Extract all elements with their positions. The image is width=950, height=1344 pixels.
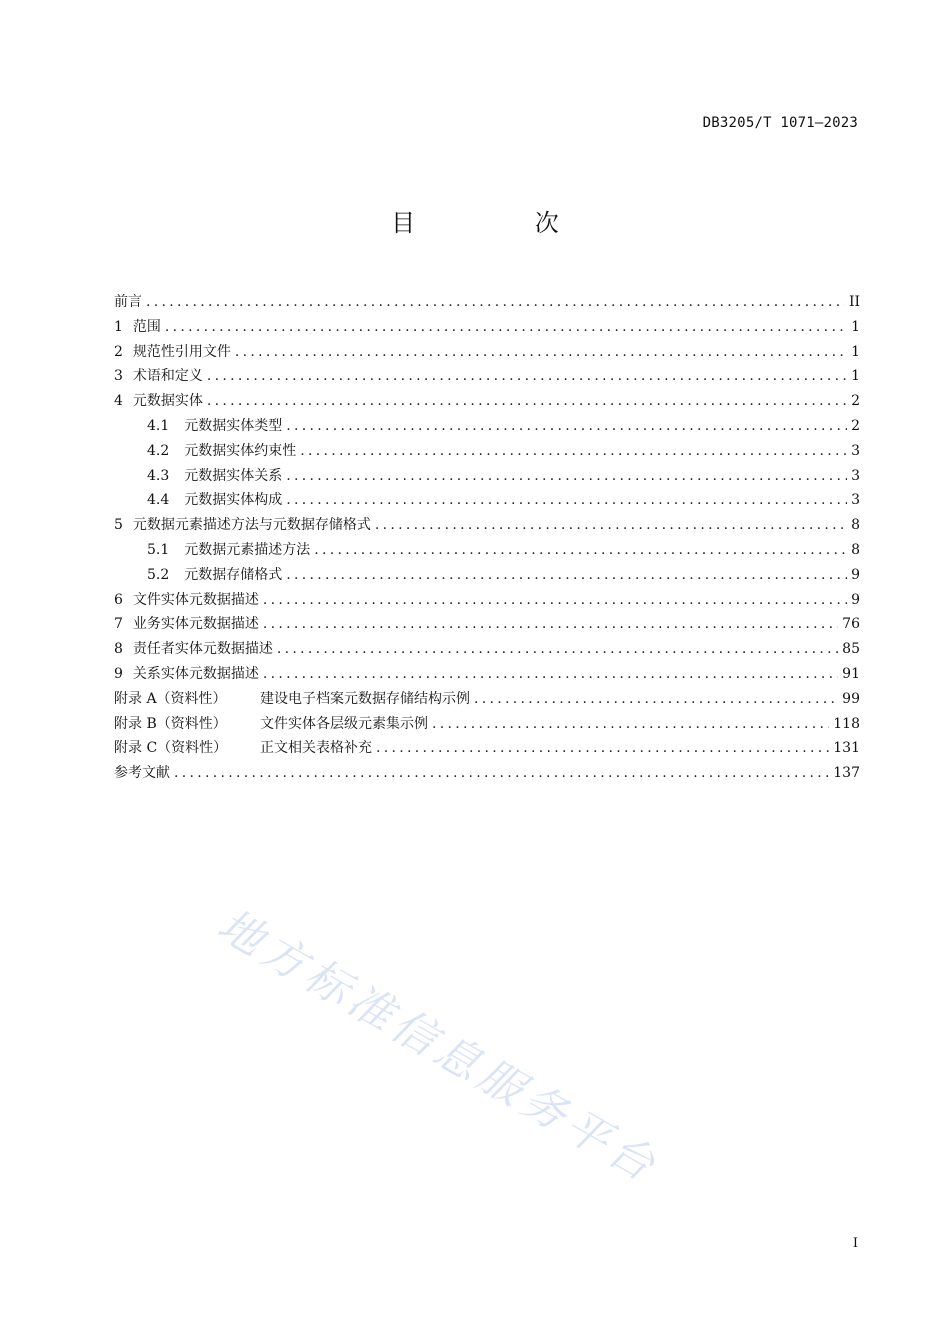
toc-entry-5-2[interactable] [114,563,860,588]
toc-leader-dots [207,364,847,389]
toc-entry-text: 建设电子档案元数据存储结构示例 [260,690,470,707]
toc-entry-4[interactable] [114,389,860,414]
toc-page-number: 8 [851,517,860,534]
toc-page-number: 1 [851,343,860,360]
toc-entry-1[interactable] [114,315,860,340]
toc-entry-4-1[interactable] [114,414,860,439]
toc-page-number: 131 [833,740,860,757]
toc-page-number: 1 [851,368,860,385]
toc-entry-text: 文件实体元数据描述 [132,591,259,608]
document-code: DB3205/T 1071—2023 [702,115,858,131]
toc-page-number: 99 [842,690,860,707]
toc-appendix-label: 附录 B（资料性） [114,715,227,732]
toc-leader-dots [174,761,829,786]
toc-page-number: 9 [851,591,860,608]
toc-page-number: 137 [833,765,860,782]
toc-entry-4-4[interactable] [114,488,860,513]
toc-entry-text: 规范性引用文件 [132,343,231,360]
toc-page-number: 3 [851,442,860,459]
toc-entry-4-2[interactable] [114,439,860,464]
toc-leader-dots [207,389,847,414]
toc-leader-dots [263,612,838,637]
toc-entry-text: 文件实体各层级元素集示例 [260,715,428,732]
toc-entry-number: 6 [114,591,123,608]
toc-page-number: 91 [842,665,860,682]
toc-leader-dots [277,637,838,662]
toc-entry-4-3[interactable] [114,464,860,489]
toc-entry-number: 4.1 [147,417,170,434]
toc-entry-8[interactable] [114,637,860,662]
toc-leader-dots [263,588,847,613]
page-number: I [852,1236,858,1251]
toc-entry-appendix-b[interactable] [114,712,860,737]
toc-page-number: 8 [851,541,860,558]
toc-page-number: 118 [833,715,860,732]
toc-appendix-label: 附录 C（资料性） [114,740,228,757]
page-title: 目 次 [391,209,615,237]
toc-entry-text: 术语和定义 [132,368,203,385]
toc-leader-dots [286,563,847,588]
toc-leader-dots [235,340,847,365]
toc-entry-5-1[interactable] [114,538,860,563]
toc-entry-text: 元数据实体 [132,393,203,410]
toc-leader-dots [300,439,847,464]
toc-page-number: 85 [842,641,860,658]
toc-page-number: 9 [851,566,860,583]
toc-entry-text: 元数据实体约束性 [184,442,297,459]
toc-entry-text: 元数据实体构成 [184,492,283,509]
toc-entry-number: 4.3 [147,467,170,484]
toc-entry-text: 元数据存储格式 [184,566,283,583]
toc-leader-dots [263,662,838,687]
toc-entry-number: 5.1 [147,541,170,558]
toc-appendix-label: 附录 A（资料性） [114,690,227,707]
table-of-contents [114,290,860,786]
toc-page-number: 3 [851,467,860,484]
toc-entry-9[interactable] [114,662,860,687]
toc-entry-number: 5 [114,517,123,534]
toc-entry-7[interactable] [114,612,860,637]
toc-entry-text: 范围 [132,318,161,335]
toc-entry-number: 4.4 [147,492,170,509]
toc-page-number: 3 [851,492,860,509]
toc-entry-text: 元数据实体关系 [184,467,283,484]
toc-entry-2[interactable] [114,340,860,365]
toc-entry-text: 正文相关表格补充 [260,740,372,757]
toc-entry-text: 元数据元素描述方法与元数据存储格式 [132,517,371,534]
toc-entry-appendix-c[interactable] [114,736,860,761]
toc-entry-number: 7 [114,616,123,633]
toc-leader-dots [165,315,847,340]
toc-entry-text: 元数据实体类型 [184,417,283,434]
toc-entry-number: 3 [114,368,123,385]
toc-entry-number: 4.2 [147,442,170,459]
toc-entry-number: 4 [114,393,123,410]
toc-entry-foreword[interactable] [114,290,860,315]
toc-leader-dots [286,414,847,439]
toc-entry-3[interactable] [114,364,860,389]
toc-entry-6[interactable] [114,588,860,613]
toc-leader-dots [286,464,847,489]
toc-leader-dots [286,488,847,513]
toc-entry-references[interactable] [114,761,860,786]
toc-entry-5[interactable] [114,513,860,538]
toc-page-number: II [848,294,860,310]
toc-entry-text: 元数据元素描述方法 [184,541,311,558]
toc-page-number: 2 [851,417,860,434]
toc-leader-dots [146,290,845,315]
toc-entry-text: 前言 [114,294,142,310]
toc-entry-text: 责任者实体元数据描述 [132,641,273,658]
toc-entry-number: 8 [114,641,123,658]
toc-leader-dots [376,736,829,761]
toc-leader-dots [432,712,829,737]
toc-page-number: 2 [851,393,860,410]
toc-entry-number: 2 [114,343,123,360]
toc-entry-number: 9 [114,665,123,682]
toc-entry-text: 关系实体元数据描述 [132,665,259,682]
toc-leader-dots [375,513,847,538]
toc-page-number: 1 [851,318,860,335]
toc-entry-appendix-a[interactable] [114,687,860,712]
toc-leader-dots [314,538,847,563]
toc-page-number: 76 [842,616,860,633]
toc-entry-text: 业务实体元数据描述 [132,616,259,633]
toc-entry-text: 参考文献 [114,765,170,782]
toc-leader-dots [474,687,838,712]
watermark-text: 地方标准信息服务平台 [209,899,668,1194]
toc-entry-number: 5.2 [147,566,170,583]
toc-entry-number: 1 [114,318,123,335]
